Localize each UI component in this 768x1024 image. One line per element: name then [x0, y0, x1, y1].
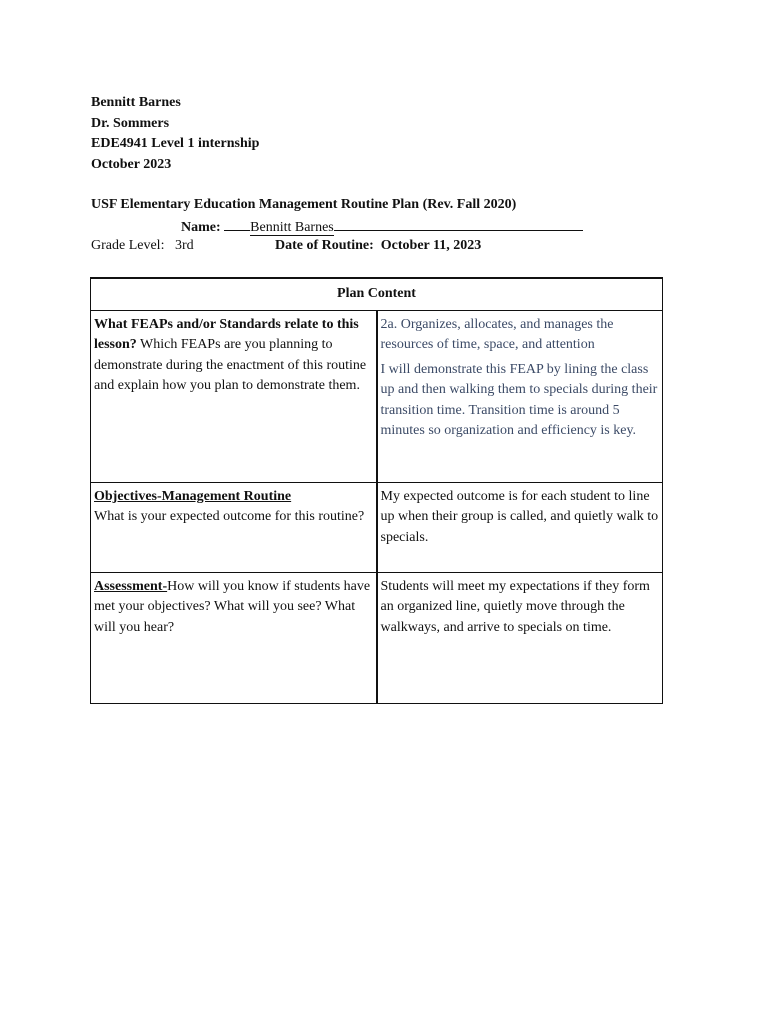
- plan-table: [90, 277, 663, 704]
- instructor-name: Dr. Sommers: [91, 115, 170, 131]
- assessment-question-cell: [91, 572, 377, 703]
- name-value: Bennitt Barnes: [250, 220, 334, 235]
- objectives-answer-cell: My expected outcome is for each student to line up when their group is called, and quietly walk to specials.: [377, 482, 663, 572]
- assessment-question-rest: How will you know if students have met your objectives? What will you see? What will you hear?: [94, 578, 371, 635]
- date-block: [275, 236, 481, 256]
- grade-value: 3rd: [174, 238, 194, 253]
- feaps-question-cell: [91, 310, 377, 482]
- objectives-question-cell: [91, 482, 377, 572]
- name-underline-left: [224, 216, 250, 231]
- document-title: USF Elementary Education Management Routine Plan (Rev. Fall 2020): [91, 197, 517, 212]
- feaps-answer-standard: 2a. Organizes, allocates, and manages the resources of time, space, and attention: [380, 316, 614, 352]
- name-underline-right: [334, 216, 583, 231]
- course-name: EDE4941 Level 1 internship: [91, 136, 260, 151]
- date-label: Date of Routine:: [275, 238, 374, 253]
- feaps-answer-cell: [377, 310, 663, 482]
- grade-line: [91, 236, 482, 256]
- grade-label: Grade Level:: [91, 238, 165, 253]
- objectives-question-rest: What is your expected outcome for this routine?: [94, 509, 365, 524]
- feaps-question-rest: Which FEAPs are you planning to demonstrate during the enactment of this routine and explain how you plan to demonstrate them.: [94, 337, 367, 393]
- table-row: [91, 572, 663, 703]
- feaps-question-bold: What FEAPs and/or Standards relate to this lesson?: [94, 316, 359, 352]
- name-label: Name:: [181, 220, 221, 235]
- name-line: [181, 216, 583, 238]
- table-row: [91, 482, 663, 572]
- plan-table-heading: Plan Content: [91, 278, 663, 310]
- header-block: [91, 93, 259, 175]
- objectives-question-title: Objectives-Management Routine: [94, 488, 292, 504]
- date-value: October 11, 2023: [380, 238, 482, 253]
- assessment-answer-cell: Students will meet my expectations if they form an organized line, quietly move through the walkways, and arrive to specials on time.: [377, 572, 663, 703]
- table-row: [91, 310, 663, 482]
- assessment-question-title: Assessment-: [94, 578, 168, 594]
- feaps-answer-plan: I will demonstrate this FEAP by lining the class up and then walking them to specials during their transition time. Transition time is around 5 minutes so organization and efficiency is key.: [380, 361, 658, 438]
- student-name: Bennitt Barnes: [91, 95, 181, 110]
- document-date: October 2023: [91, 156, 172, 172]
